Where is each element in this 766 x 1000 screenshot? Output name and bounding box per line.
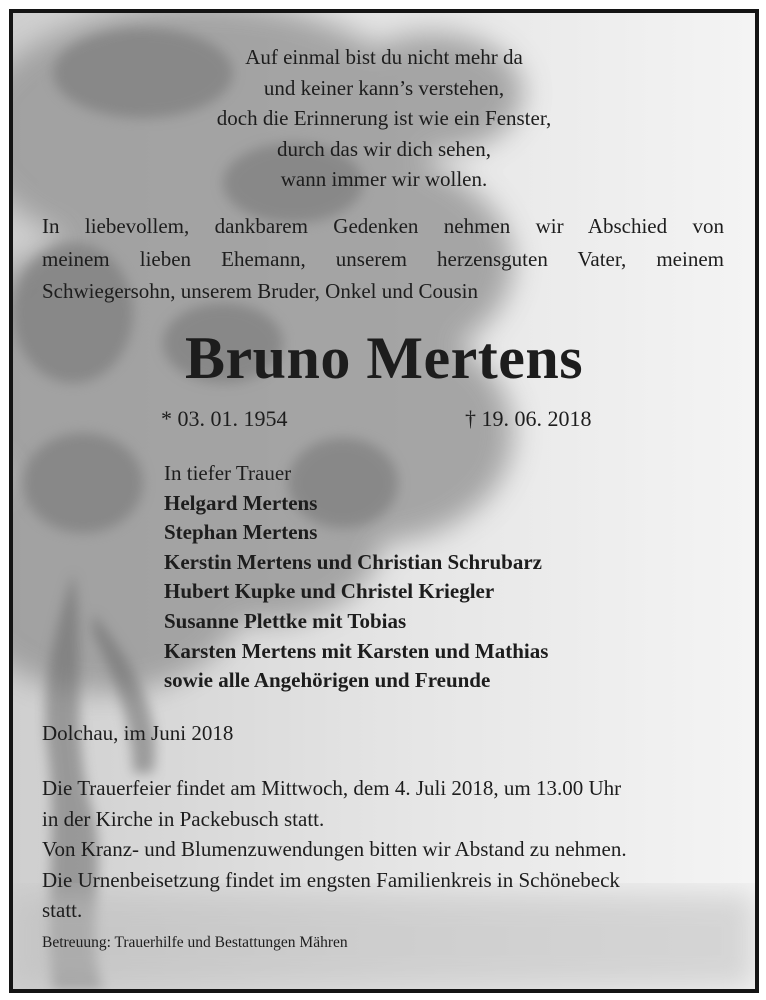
obituary-frame	[9, 9, 759, 993]
mourners-intro: In tiefer Trauer	[164, 461, 292, 485]
poem-line: durch das wir dich sehen,	[276, 136, 492, 161]
poem-line: Auf einmal bist du nicht mehr da	[245, 45, 523, 69]
funeral-info-line: in der Kirche in Packebusch statt.	[42, 806, 325, 831]
mourner-name: Hubert Kupke und Christel Kriegler	[164, 579, 495, 604]
mourner-name: Karsten Mertens mit Karsten und Mathias	[164, 638, 549, 663]
funeral-home-credit: Betreuung: Trauerhilfe und Bestattungen Mähren	[42, 934, 348, 951]
birth-date: * 03. 01. 1954	[161, 406, 288, 431]
mourner-name: Stephan Mertens	[164, 520, 318, 545]
farewell-line: Schwiegersohn, unserem Bruder, Onkel und Cousin	[42, 279, 479, 303]
farewell-text	[42, 210, 724, 308]
place-and-date: Dolchau, im Juni 2018	[42, 721, 234, 745]
funeral-info	[42, 773, 732, 926]
funeral-info-line: Die Urnenbeisetzung findet im engsten Familienkreis in Schönebeck	[42, 867, 620, 892]
farewell-line: In liebevollem, dankbarem Gedenken nehmen wir Abschied von	[42, 214, 724, 238]
mourner-name: Helgard Mertens	[164, 490, 318, 515]
funeral-info-line: Von Kranz- und Blumenzuwendungen bitten wir Abstand zu nehmen.	[42, 837, 627, 861]
funeral-info-line: Die Trauerfeier findet am Mittwoch, dem 4. Juli 2018, um 13.00 Uhr	[42, 776, 622, 800]
poem-line: und keiner kann’s verstehen,	[263, 75, 505, 100]
mourner-name: sowie alle Angehörigen und Freunde	[164, 668, 491, 693]
deceased-name: Bruno Mertens	[184, 325, 584, 391]
mourner-name: Susanne Plettke mit Tobias	[164, 608, 407, 633]
death-date: † 19. 06. 2018	[465, 406, 592, 431]
poem-line: wann immer wir wollen.	[280, 167, 488, 191]
poem	[13, 42, 755, 195]
poem-line: doch die Erinnerung ist wie ein Fenster,	[216, 106, 552, 130]
funeral-info-line: statt.	[42, 898, 83, 922]
obituary-content	[13, 13, 755, 989]
mourner-name: Kerstin Mertens und Christian Schrubarz	[164, 549, 542, 574]
farewell-line: meinem lieben Ehemann, unserem herzensguten Vater, meinem	[42, 246, 724, 271]
mourners-list	[164, 459, 548, 696]
